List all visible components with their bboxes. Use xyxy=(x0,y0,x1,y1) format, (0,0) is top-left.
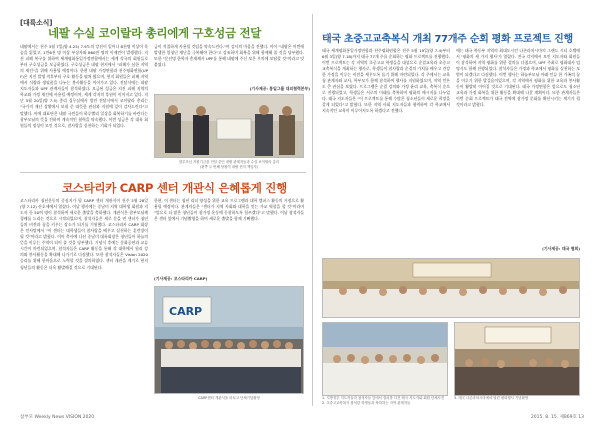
page-footer xyxy=(0,410,600,424)
footer-left: 참부모 Weekly News VISION 2020 xyxy=(20,415,95,420)
thailand-students-image xyxy=(323,323,448,396)
article-separator xyxy=(20,172,306,173)
article3-photo-caption-left xyxy=(322,396,448,406)
article1-photo-caption xyxy=(154,160,304,170)
article3-photo-3 xyxy=(454,322,580,396)
section-tag: [대륙소식] xyxy=(20,19,53,27)
footer-right: 2015. 8. 15. 제869호 13 xyxy=(530,415,584,420)
thailand-group-image-1 xyxy=(323,259,580,318)
column-divider xyxy=(312,14,313,406)
article3-headline: 태국 초중고교축복식 개최 77개주 순회 평화 프로젝트 진행 xyxy=(322,34,573,45)
article1-body-right: 금이 적절하게 사용될 것임을 약속드린다."며 감사의 마음을 전했다. 이어 "네팔은 이번에 발생한 엄청난 재난을 극복해야 한다"고 강조하며 회복을 위해 함께해 줄 것을 당부했다. 또한 "문선명 한학자 총재께서 UPF를 통해 네팔에 주신 보은 우의에 보답할 것"이라고 덧붙였다. xyxy=(154,44,304,68)
carp-group-image xyxy=(155,287,304,394)
article3-photo-caption-right: 3. 태국 나콘라차시마에서 열린 평화행사 기념촬영 xyxy=(454,396,529,400)
article3-photo-1 xyxy=(322,258,580,318)
article2-body-right: 한편, 이 센터는 청년 리더 양성을 위한 교육 프로그램과 대학 캠퍼스 활동의 거점으로 활용될 예정이다. 관계자들은 "센터가 지역 사회와 대학을 잇는 가교 역할을 할 것"이라며 "앞으로 더 많은 청년들이 참가정 운동에 동참하도록 힘쓰겠다"고 말했다. 이날 참석자들은 센터 앞에서 기념촬영을 하며 새로운 출발을 함께 기뻐했다. xyxy=(154,198,304,222)
article1-caption-line1: 참부모님 지원기금을 전달 중인 네팔 관계자들과 수실 코이랄라 총리 xyxy=(178,160,280,164)
article2-headline: 코스타리카 CARP 센터 개관식 은혜롭게 진행 xyxy=(62,181,287,195)
svg-text:CARP: CARP xyxy=(169,305,203,318)
article1-headline: 네팔 수실 코이랄라 총리에게 구호성금 전달 xyxy=(48,26,262,40)
article3-body-right: 에는 태국 북동부 지역의 최대도시인 나콘라차시마의 그랜드 시티 호텔에서 '평화의 세 가지 행사'가 열렸다. 전국 각지에서 모인 지도자와 회원들이 참석하여 지역 평화를 위한 결의를 다졌으며, UPF 주최로 평화대사 임명식도 함께 진행되었다. 참석자들은 가정과 학교에서 평화를 실천하는 모범이 되겠다고 다짐했다. 이번 행사는 하늘부모님 아래 인류 한 가족의 꿈을 이루기 위한 발걸음이었으며, 각 지역에서 평화를 위한 교육과 봉사활동이 활발히 이어질 것으로 기대된다. 태국 가정연합은 앞으로도 청소년 교육과 가정 회복을 위한 활동을 확대해 나갈 계획이다. 또한 관계자들은 이번 순회 프로젝트가 태국 전역에 참가정 문화를 확산시키는 계기가 될 것이라고 밝혔다. xyxy=(456,48,580,108)
article2-photo xyxy=(154,286,304,394)
article3-reporter: (기사제공: 태국 협회) xyxy=(542,246,580,251)
article1-caption-line2: (왼쪽 두 번째 당원이 네팔 현지 책임자) xyxy=(199,164,259,169)
article1-photo xyxy=(154,94,304,158)
article1-reporter: (기사제공: 통일그룹 대외협력본부) xyxy=(249,86,310,91)
article3-caption-1: 1. 지방정부 지도자들과 참석자들 앞에서 결의를 다진 태국 지도자와 회원 단체사진 xyxy=(322,396,445,400)
article3-photo-2 xyxy=(322,322,448,396)
thailand-ceremony-image xyxy=(455,323,580,396)
article1-body: 네팔에서는 천주 3월 7일(양 4.25) 7.9도의 강진이 일어나 8천명 이상이 목숨을 잃었고, 1만6천 명 이상 부상자와 860만 명의 이재민이 발생했다. 지진 피해 복구를 위하여 세계평화통일가정연합에서는 세계 각국의 회원들로부터 구호성금을 모금하였다. 구호성금은 네팔 현지에서 "피해가 심한 지역의 재건"을 위해 사용될 예정이다. 한편 네팔 가정연합과 천주평화연합(UPF)은 지진 발생 직후부터 구호 활동을 펼쳐 왔으며, 현지 회원들은 피해 지역에서 식량과 생필품을 나누는 봉사활동을 이어가고 있다. 전달식에는 네팔 지도자들과 UPF 관계자들이 참석하였다. 모금된 성금은 지진 피해 지역의 학교와 가정 재건에 사용될 예정이며, 세계 각지의 후원이 이어지고 있다. 지난 5월 20일(양 7.5) 총리 집무실에서 열린 전달식에서 코이랄라 총리는 "국가적 재난 상황에서 보내 준 따뜻한 관심과 지원에 깊이 감사드린다"고 말했다. 이에 대표단은 네팔 국민들이 하루빨리 일상을 회복하기를 바란다는 참부모님의 뜻을 전하며 계속적인 협력을 약속했다. 이번 성금은 각 대륙 회원들의 정성이 모인 것으로, 참사랑을 실천하는 기회가 되었다. xyxy=(20,44,148,128)
article2-photo-caption: CARP센터 개관식을 마치고 단체기념촬영 xyxy=(198,396,260,400)
article3-body: 태국 세계평화통일가정연합과 천주평화연합은 천주 5월 19일(양 7.4)부터 6월 3일(양 7.18)까지 태국 77개 주를 순회하는 평화 프로젝트를 진행했다. 이번 프로젝트는 각 지역의 초중고교 학생들을 대상으로 순결교육과 초중고교축복식을 개최하는 행사로, 학생들이 참사랑과 순결의 가치를 배우고 건강한 가정을 이루는 비전을 세우도록 돕기 위해 마련되었다. 각 주에서는 교육청 관계자와 교사, 학부모가 함께 참석하여 행사를 지원하였으며, 지역 언론도 큰 관심을 보였다. 프로그램은 순결 강의와 가정 윤리 교육, 축복식 순으로 진행되었고, 학생들은 서로의 미래를 축복하며 평화의 메시지를 나누었다. 태국 지도자들은 "이 프로젝트를 통해 수많은 청소년들이 새로운 희망을 갖게 되었다"고 밝혔다. 또한 지역 사회 지도자들과 협력하여 각 학교에서 지속적인 교육이 이루어지도록 하겠다고 전했다. xyxy=(322,48,450,114)
article2-reporter: (기사제공: 코스타리카 CARP) xyxy=(154,276,208,281)
article2-body-left: 코스타리카 청년운동의 중심지가 될 CARP 센터 개관식이 천주 5월 28일(양 7.12) 산호세에서 열렸다. 이날 행사에는 중남미 지역 대학생 회원과 지도자 등 50여 명이 참석하여 새로운 출발을 축하했다. 개관식은 참부모님께 경배를 드리는 것으로 시작되었으며, 참석자들은 새로 문을 연 센터가 청년들의 비전과 꿈을 키우는 장소가 되기를 기원했다. 코스타리카 CARP 회장은 인사말에서 "이 센터는 대학생들이 참사랑을 배우고 실천하는 훈련장이 될 것"이라고 밝혔다. 이어 축사에 나선 중남미 대륙회장은 청년들이 하늘의 뜻을 이루는 주역이 되어 줄 것을 당부했다. 기념식 후에는 문화공연과 교류 시간이 마련되었으며, 참석자들은 CARP 활동을 통해 각 대학에서 원리 강의와 봉사활동을 확대해 나가기로 다짐했다. 또한 참석자들은 Vision 2020 승리를 위해 한마음으로 노력할 것을 결의하였다. 센터 개관을 계기로 현지 청년들의 활동은 더욱 활발해질 것으로 기대된다. xyxy=(20,198,148,270)
article3-caption-2: 2. 초중고교축복식 참석한 학생들과 축하하는 지역 관계자들 xyxy=(322,400,411,405)
nepal-ceremony-image xyxy=(155,95,304,158)
